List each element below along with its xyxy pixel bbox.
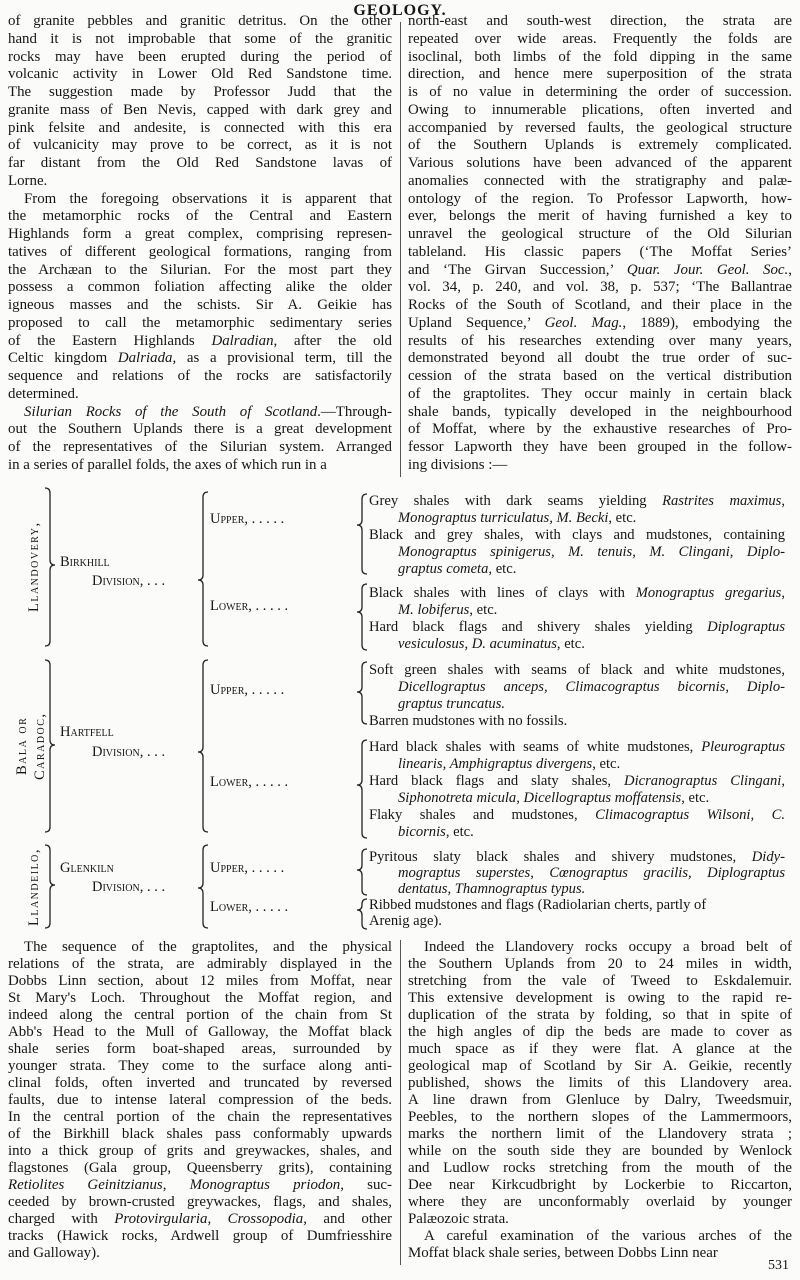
- description-line: Soft green shales with seams of black and white mudstones,: [369, 662, 785, 678]
- italic-run: Quar. Jour. Geol. Soc.: [626, 261, 789, 278]
- text-line: From the foregoing observations it is apparent that: [24, 190, 392, 207]
- text-line: Indeed the Llandovery rocks occupy a broad belt of: [424, 939, 792, 955]
- text-line: [8, 350, 392, 368]
- italic-run: Didy-: [751, 849, 785, 865]
- text-line: of vulcanicity may prove to be correct, as it is not: [8, 137, 392, 154]
- paragraph: [8, 939, 392, 1262]
- description-line: [369, 913, 785, 930]
- division-name: Birkhill: [60, 554, 110, 570]
- text-line: shale series form boat-shaped areas, surrounded by: [8, 1041, 392, 1057]
- paragraph: [408, 13, 792, 475]
- text-line: while on the south side they are bounded by Wenlock: [408, 1143, 792, 1159]
- italic-run: mograptus superstes, Cœnograptus gracilis, Diplograptus: [398, 865, 785, 881]
- text-run: Hard black flags and shivery shales yielding: [369, 619, 708, 635]
- text-line: duplication of the strata by folding, so that in spite of: [408, 1007, 792, 1023]
- division-name: Glenkiln: [60, 860, 114, 876]
- paragraph: [8, 191, 392, 404]
- italic-run: Monograptus turriculatus, M. Becki: [398, 510, 609, 526]
- text-line: hand it is not improbable that some of the granitic: [8, 30, 392, 47]
- text-line: Dee near Kirkcudbright by Lockerbie to Riccarton,: [408, 1177, 792, 1193]
- text-line: of the graptolites. They occur mainly in certain black: [408, 385, 792, 402]
- text-column: [8, 939, 392, 1262]
- text-line: St Mary's Loch. Throughout the Moffat region, and: [8, 990, 392, 1006]
- system-label: Bala or: [14, 716, 30, 776]
- italic-run: M. lobiferus: [398, 602, 470, 618]
- text-run: , etc.: [608, 510, 637, 526]
- text-line: [8, 1211, 392, 1228]
- text-line: tableland. His classic papers (‘The Moffat Series’: [408, 243, 792, 260]
- italic-run: Diplograptus: [707, 619, 785, 635]
- text-run: , as a provisional term, till the: [172, 350, 392, 367]
- italic-run: Monograptus spinigerus, M. tenuis, M. Clingani, Diplo-: [398, 544, 785, 560]
- paragraph: [408, 939, 792, 1228]
- text-run: ,: [162, 1177, 190, 1193]
- text-run: ,: [781, 585, 785, 601]
- text-line: tatives of different geological formations, ranging from: [8, 243, 392, 260]
- division-label: Division, . . .: [92, 573, 166, 589]
- text-line: is of no value in determining the order of succession.: [408, 84, 792, 100]
- description-brace: [357, 899, 367, 929]
- text-line: tracks (Hawick rocks, Ardwell group of Dumfriesshire: [8, 1228, 392, 1244]
- text-line: cession of the strata based on the vertical distribution: [408, 368, 792, 384]
- text-line: isoclinal, both limbs of the fold dipping in the same: [408, 48, 792, 65]
- text-line: Highlands form a great complex, comprising represen-: [8, 226, 392, 242]
- running-header: GEOLOGY.: [353, 2, 447, 19]
- description-brace: [357, 740, 367, 838]
- text-run: and ‘The Girvan Succession,’: [408, 261, 627, 278]
- text-line: clinal folds, often inverted and truncated by reversed: [8, 1075, 392, 1091]
- text-line: faults, due to intense lateral compression of the beds.: [8, 1092, 392, 1108]
- text-line: in a series of parallel folds, the axes of which run in a: [8, 456, 327, 473]
- text-run: Celtic kingdom: [8, 350, 118, 367]
- division-name: Hartfell: [60, 724, 114, 740]
- text-column: [408, 939, 792, 1262]
- text-line: This extensive development is owing to the rapid re-: [408, 990, 792, 1006]
- italic-run: Climacograptus Wilsoni, C.: [595, 807, 786, 823]
- paragraph: [408, 1228, 792, 1262]
- division-brace: [198, 845, 208, 928]
- text-run: Hard black flags and slaty shales,: [369, 773, 625, 789]
- text-line: shale bands, typically developed in the neighbourhood: [408, 403, 792, 420]
- text-line: [8, 333, 392, 351]
- text-line: far distant from the Old Red Sandstone lavas of: [8, 155, 392, 171]
- text-line: repeated over wide areas. Frequently the folds are: [408, 30, 792, 47]
- italic-run: Pleurograptus: [701, 739, 785, 755]
- text-line: younger strata. They come to the surface along anti-: [8, 1058, 392, 1074]
- text-run: , after the old: [273, 332, 392, 349]
- text-line: the Southern Uplands from 20 to 24 miles in width,: [408, 956, 792, 972]
- text-line: anomalies connected with the stratigraphy and palæ-: [408, 172, 792, 189]
- text-line: igneous masses and the schists. Sir A. Geikie has: [8, 297, 392, 313]
- text-run: , and other: [303, 1211, 392, 1227]
- description-line: [369, 493, 785, 510]
- subdivision-label: Upper, . . . . .: [210, 682, 285, 698]
- description-line: [369, 585, 785, 602]
- subdivision-label: Upper, . . . . .: [210, 511, 285, 527]
- text-line: In the central portion of the chain the representatives: [8, 1109, 392, 1125]
- text-line: A careful examination of the various arches of the: [424, 1228, 792, 1244]
- text-run: of the Eastern Highlands: [8, 332, 212, 349]
- description-brace: [357, 662, 367, 724]
- text-line: Abb's Head to the Mull of Galloway, the Moffat black: [8, 1024, 392, 1040]
- text-run: ,: [781, 493, 785, 509]
- system-label: Llandeilo,: [26, 847, 42, 926]
- text-line: results of his researches extending over many years,: [408, 332, 792, 349]
- description-line: [398, 865, 785, 882]
- text-line: rocks may have been erupted during the period of: [8, 48, 392, 65]
- text-line: Dobbs Linn section, about 12 miles from Moffat, near: [8, 973, 392, 989]
- description-line: [398, 881, 785, 898]
- text-line: volcanic activity in Lower Old Red Sandstone time.: [8, 66, 392, 83]
- description-line: [369, 773, 785, 790]
- text-run: , etc.: [681, 790, 710, 806]
- text-line: published, shows the limits of this Llandovery area.: [408, 1075, 792, 1091]
- italic-run: Siphonotreta micula, Dicellograptus moffatensis: [398, 790, 682, 806]
- description-line: [398, 544, 785, 561]
- description-line: [369, 739, 785, 756]
- italic-run: Dalriada: [117, 350, 173, 367]
- text-run: .—Through-: [317, 403, 392, 420]
- text-run: , etc.: [488, 561, 517, 577]
- text-line: ing divisions :—: [408, 456, 508, 473]
- text-line: proposed to call the metamorphic sedimentary series: [8, 314, 392, 331]
- description-line: Black and grey shales, with clays and mudstones, containing: [369, 527, 785, 543]
- text-line: and Ludlow rocks stretching from the mouth of the: [408, 1160, 792, 1176]
- italic-run: Monograptus priodon: [189, 1177, 341, 1193]
- text-line: the high angles of dip the beds are made to cover as: [408, 1024, 792, 1040]
- text-run: , etc.: [592, 756, 621, 772]
- text-line: of Moffat, where by the exhaustive researches of Pro-: [408, 421, 792, 438]
- description-brace: [357, 584, 367, 650]
- text-column: [8, 13, 392, 475]
- italic-run: Crossopodia: [227, 1211, 304, 1227]
- text-run: charged with: [8, 1211, 115, 1227]
- italic-run: graptus truncatus.: [398, 696, 506, 712]
- text-run: , 1889), embodying the: [622, 314, 792, 331]
- text-line: demonstrated beyond all doubt the true order of suc-: [408, 350, 792, 367]
- text-run: ,: [788, 261, 792, 278]
- text-line: sequence and relations of the rocks are satisfactorily: [8, 368, 392, 384]
- italic-run: vesiculosus, D. acuminatus: [398, 636, 557, 652]
- text-line: [408, 315, 792, 333]
- italic-run: Rastrites maximus: [662, 493, 782, 509]
- italic-run: Retiolites Geinitzianus: [8, 1177, 163, 1193]
- text-line: pink felsite and andesite, is connected with this era: [8, 119, 392, 136]
- description-brace: [357, 849, 367, 895]
- description-line: Ribbed mudstones and flags (Radiolarian cherts, partly of: [369, 897, 707, 913]
- text-line: of the Birkhill black shales pass conformably upwards: [8, 1126, 392, 1142]
- paragraph: [8, 13, 392, 191]
- description-line: [369, 619, 785, 636]
- subdivision-label: Lower, . . . . .: [210, 774, 289, 790]
- text-run: , etc.: [469, 602, 498, 618]
- text-line: where they are unconformably overlaid by younger: [408, 1194, 792, 1210]
- text-line: stretching from the vale of Tweed to Eskdalemuir.: [408, 973, 792, 989]
- text-run: ,: [207, 1211, 228, 1227]
- text-line: ever, belongs the merit of having furnished a key to: [408, 208, 792, 225]
- description-line: [398, 679, 785, 696]
- system-label: Llandovery,: [26, 521, 42, 613]
- text-line: Lorne.: [8, 172, 48, 189]
- text-line: Various solutions have been advanced of the apparent: [408, 155, 792, 171]
- text-run: Flaky shales and mudstones,: [369, 807, 596, 823]
- text-run: Grey shales with dark seams yielding: [369, 493, 663, 509]
- text-run: , etc.: [445, 824, 474, 840]
- text-line: out the Southern Uplands there is a great development: [8, 421, 392, 438]
- description-line: [398, 696, 785, 713]
- text-line: direction, and hence mere superposition of the strata: [408, 66, 792, 83]
- text-line: fessor Lapworth they have been grouped in the follow-: [408, 439, 792, 455]
- description-line: [398, 756, 785, 773]
- italic-run: Monograptus gregarius: [635, 585, 782, 601]
- description-line: [398, 824, 785, 841]
- text-line: unravel the geological structure of the Old Silurian: [408, 226, 792, 242]
- description-brace: [357, 494, 367, 574]
- description-line: [398, 561, 785, 578]
- text-line: and Galloway).: [8, 1245, 100, 1261]
- text-run: Arenig age).: [369, 913, 442, 929]
- text-line: A line drawn from Glenluce by Dalry, Tweedsmuir,: [408, 1092, 792, 1108]
- italic-run: Dalradian: [211, 332, 274, 349]
- italic-run: Silurian Rocks of the South of Scotland: [24, 403, 318, 420]
- text-line: Palæozoic strata.: [408, 1211, 509, 1227]
- description-line: [398, 636, 785, 653]
- description-line: [398, 510, 785, 527]
- italic-run: Dicranograptus Clingani: [624, 773, 782, 789]
- paragraph: [8, 404, 392, 475]
- column-divider: [400, 22, 401, 477]
- text-line: Moffat black shale series, between Dobbs Linn near: [408, 1245, 718, 1261]
- text-line: of the Southern Uplands is extremely complicated.: [408, 137, 792, 154]
- text-line: of the representatives of the Silurian system. Arranged: [8, 439, 392, 455]
- description-line: Barren mudstones with no fossils.: [369, 713, 568, 729]
- text-line: into a thick group of grits and greywackes, shales, and: [8, 1143, 392, 1159]
- text-line: [408, 262, 792, 280]
- text-line: Owing to innumerable plications, often inverted and: [408, 101, 792, 118]
- italic-run: Protovirgularia: [114, 1211, 208, 1227]
- text-line: flagstones (Gala group, Queensberry grits), containing: [8, 1160, 392, 1176]
- text-line: The suggestion made by Professor Judd that the: [8, 84, 392, 100]
- subdivision-label: Upper, . . . . .: [210, 860, 285, 876]
- text-line: much space as if they were flat. A glance at the: [408, 1041, 792, 1057]
- italic-run: Geol. Mag.: [544, 314, 623, 331]
- text-line: determined.: [8, 385, 79, 402]
- text-run: , etc.: [556, 636, 585, 652]
- text-line: [8, 1177, 392, 1194]
- text-line: indeed along the central portion of the chain from St: [8, 1007, 392, 1023]
- description-line: [398, 790, 785, 807]
- text-line: the metamorphic rocks of the Central and Eastern: [8, 208, 392, 225]
- text-line: the Archæan to the Silurian. For the most part they: [8, 261, 392, 278]
- text-run: Upland Sequence,’: [408, 314, 545, 331]
- italic-run: Dicellograptus anceps, Climacograptus bicornis, Diplo-: [398, 679, 785, 695]
- text-line: granite mass of Ben Nevis, capped with dark grey and: [8, 101, 392, 118]
- system-brace: [45, 845, 55, 928]
- text-run: , suc-: [340, 1177, 392, 1193]
- text-run: Black shales with lines of clays with: [369, 585, 636, 601]
- page-number: 531: [768, 1258, 789, 1273]
- text-run: Hard black shales with seams of white mudstones,: [369, 739, 702, 755]
- text-line: marks the northern limit of the Llandovery strata ;: [408, 1126, 792, 1142]
- text-line: north-east and south-west direction, the strata are: [408, 13, 792, 29]
- division-label: Division, . . .: [92, 744, 166, 760]
- subdivision-label: Lower, . . . . .: [210, 598, 289, 614]
- text-line: ontology of the region. To Professor Lapworth, how-: [408, 190, 792, 207]
- division-brace: [198, 660, 208, 832]
- text-line: Peebles, to the northern slopes of the Lammermoors,: [408, 1109, 792, 1125]
- description-line: [369, 849, 785, 866]
- italic-run: graptus cometa: [398, 561, 489, 577]
- italic-run: bicornis: [398, 824, 446, 840]
- division-brace: [198, 492, 208, 646]
- division-label: Division, . . .: [92, 879, 166, 895]
- text-line: The sequence of the graptolites, and the physical: [24, 939, 392, 955]
- text-line: relations of the strata, are admirably displayed in the: [8, 956, 392, 972]
- italic-run: linearis, Amphigraptus divergens: [398, 756, 593, 772]
- text-line: of granite pebbles and granitic detritus. On the other: [8, 13, 392, 29]
- text-column: [408, 13, 792, 475]
- column-divider: [400, 940, 401, 1265]
- text-line: geological map of Scotland by Sir A. Geikie, recently: [408, 1058, 792, 1074]
- text-run: ,: [781, 773, 786, 789]
- text-line: vol. 34, p. 240, and vol. 38, p. 537; ‘The Ballantrae: [408, 279, 792, 296]
- text-line: possess a common foliation affecting alike the older: [8, 279, 392, 296]
- system-brace: [45, 488, 55, 646]
- text-line: ceeded by brown-crusted greywackes, flags, and shales,: [8, 1194, 392, 1210]
- text-line: Rocks of the South of Scotland, and their place in the: [408, 297, 792, 313]
- system-label: Caradoc,: [32, 712, 48, 780]
- italic-run: dentatus, Thamnograptus typus.: [398, 881, 586, 897]
- text-run: Pyritous slaty black shales and shivery mudstones,: [369, 849, 752, 865]
- description-line: [369, 807, 785, 824]
- text-line: [8, 404, 392, 422]
- text-line: accompanied by reversed faults, the geological structure: [408, 119, 792, 136]
- subdivision-label: Lower, . . . . .: [210, 899, 289, 915]
- description-line: [398, 602, 785, 619]
